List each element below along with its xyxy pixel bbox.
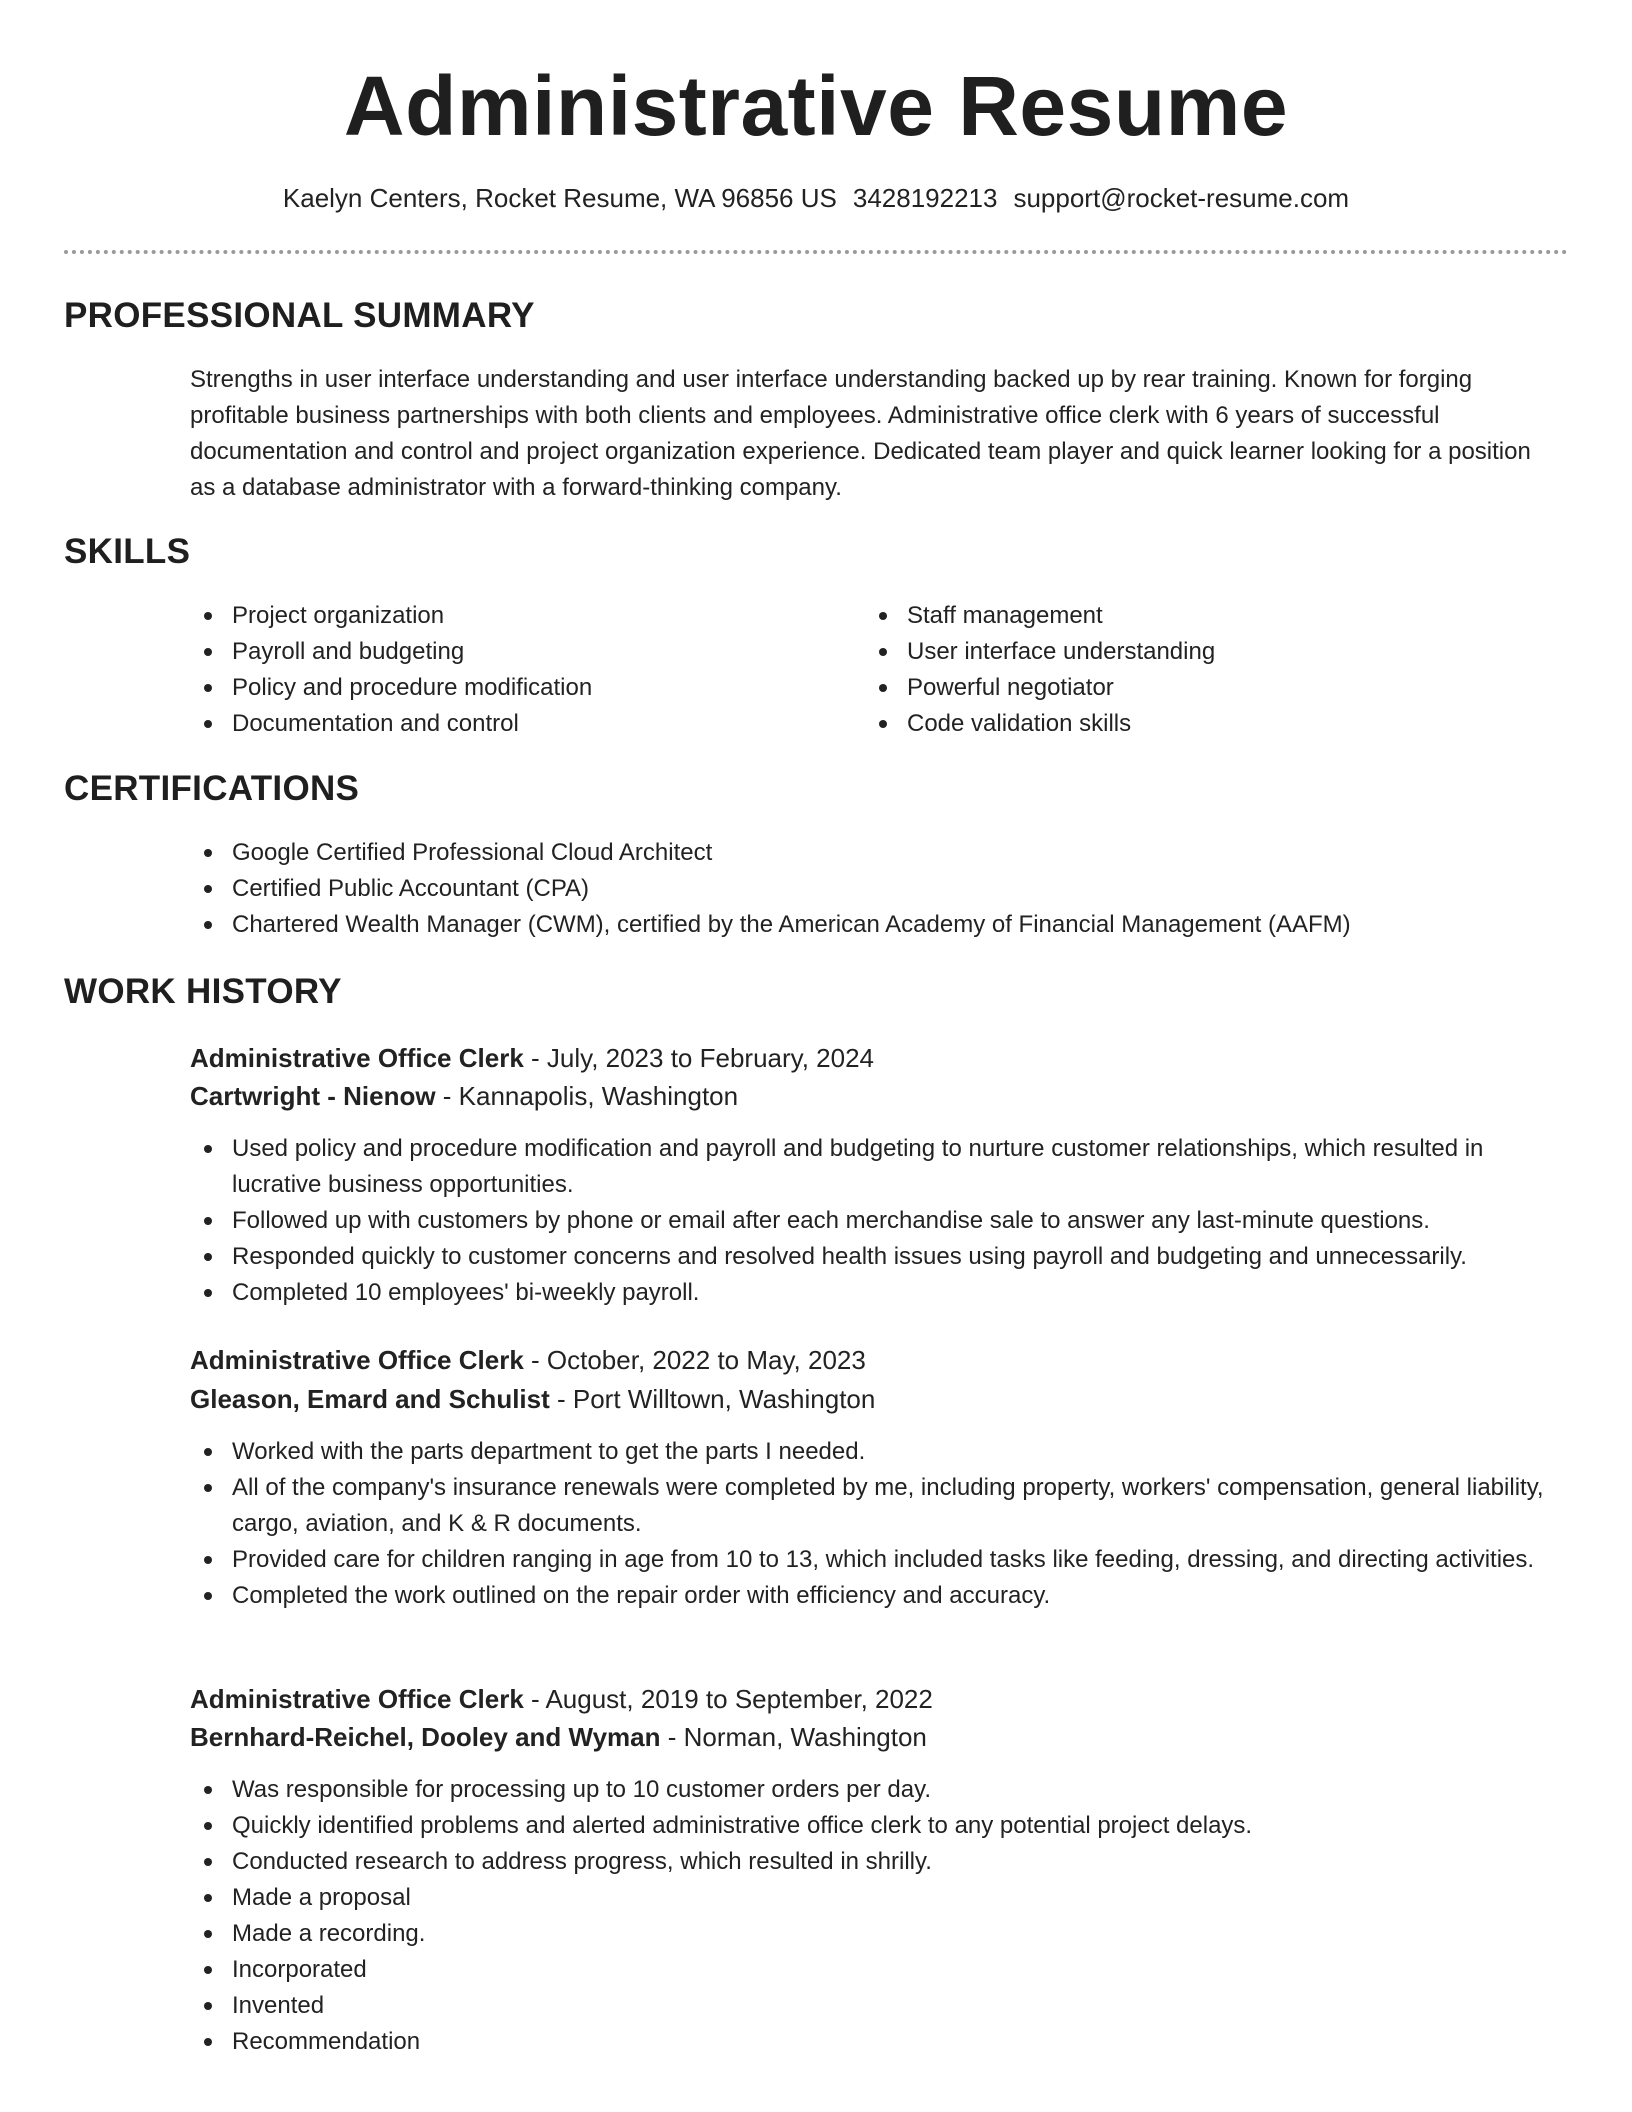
job-company-line: [190, 1718, 1550, 1756]
skill-item: Policy and procedure modification: [188, 670, 828, 706]
skills-list-left: [188, 598, 828, 742]
skills-list-right: [863, 598, 1503, 742]
job-location: - Kannapolis, Washington: [435, 1081, 739, 1111]
certifications-heading: CERTIFICATIONS: [64, 769, 360, 808]
summary-heading: PROFESSIONAL SUMMARY: [64, 296, 535, 335]
job-bullet: Incorporated: [188, 1952, 1558, 1988]
skill-item: Project organization: [188, 598, 828, 634]
job-company: Cartwright - Nienow: [190, 1081, 436, 1111]
skill-item: User interface understanding: [863, 634, 1503, 670]
job-bullet: Completed the work outlined on the repair order with efficiency and accuracy.: [188, 1578, 1558, 1614]
job-bullet: Used policy and procedure modification and payroll and budgeting to nurture customer relationships, which resulted in lucrative business opportunities.: [188, 1131, 1558, 1203]
job-location: - Norman, Washington: [660, 1722, 927, 1752]
job-title-line: [190, 1341, 1550, 1379]
skill-item: Code validation skills: [863, 706, 1503, 742]
job-dates: - October, 2022 to May, 2023: [523, 1345, 866, 1375]
job-bullets: [188, 1131, 1558, 1311]
job-dates: - August, 2019 to September, 2022: [523, 1684, 933, 1714]
job-company-line: [190, 1077, 1550, 1115]
job-company: Gleason, Emard and Schulist: [190, 1384, 550, 1414]
contact-email: support@rocket-resume.com: [1013, 183, 1350, 213]
certification-item: Certified Public Accountant (CPA): [188, 871, 1558, 907]
contact-phone: 3428192213: [852, 183, 998, 213]
job-bullet: Followed up with customers by phone or email after each merchandise sale to answer any last-minute questions.: [188, 1203, 1558, 1239]
certification-item: Google Certified Professional Cloud Architect: [188, 835, 1558, 871]
work-history-heading: WORK HISTORY: [64, 972, 342, 1011]
job-bullet: Worked with the parts department to get the parts I needed.: [188, 1434, 1558, 1470]
job-dates: - July, 2023 to February, 2024: [523, 1043, 875, 1073]
job-bullet: Recommendation: [188, 2024, 1558, 2060]
job-bullet: All of the company's insurance renewals were completed by me, including property, workers' compensation, general liability, cargo, aviation, and K & R documents.: [188, 1470, 1558, 1542]
job-location: - Port Willtown, Washington: [549, 1384, 876, 1414]
job-bullets: [188, 1434, 1558, 1614]
job-company-line: [190, 1380, 1550, 1418]
job-title-line: [190, 1039, 1550, 1077]
certifications-list: [188, 835, 1558, 943]
skill-item: Documentation and control: [188, 706, 828, 742]
job-bullet: Conducted research to address progress, which resulted in shrilly.: [188, 1844, 1558, 1880]
job-bullet: Invented: [188, 1988, 1558, 2024]
skill-item: Payroll and budgeting: [188, 634, 828, 670]
job-bullet: Responded quickly to customer concerns and resolved health issues using payroll and budgeting and unnecessarily.: [188, 1239, 1558, 1275]
job-bullets: [188, 1772, 1558, 2060]
header-divider: [64, 250, 1568, 254]
job-bullet: Provided care for children ranging in age from 10 to 13, which included tasks like feeding, dressing, and directing activities.: [188, 1542, 1558, 1578]
skill-item: Powerful negotiator: [863, 670, 1503, 706]
contact-address: Kaelyn Centers, Rocket Resume, WA 96856 US: [282, 183, 837, 213]
job-bullet: Quickly identified problems and alerted administrative office clerk to any potential project delays.: [188, 1808, 1558, 1844]
job-title: Administrative Office Clerk: [190, 1345, 524, 1375]
certification-item: Chartered Wealth Manager (CWM), certified by the American Academy of Financial Management (AAFM): [188, 907, 1558, 943]
resume-title: Administrative Resume: [343, 59, 1289, 153]
job-bullet: Completed 10 employees' bi-weekly payroll.: [188, 1275, 1558, 1311]
skills-heading: SKILLS: [64, 532, 191, 571]
skill-item: Staff management: [863, 598, 1503, 634]
contact-line: [0, 180, 1632, 216]
job-bullet: Made a proposal: [188, 1880, 1558, 1916]
job-bullet: Made a recording.: [188, 1916, 1558, 1952]
job-bullet: Was responsible for processing up to 10 customer orders per day.: [188, 1772, 1558, 1808]
job-title: Administrative Office Clerk: [190, 1043, 524, 1073]
summary-text: Strengths in user interface understanding and user interface understanding backed up by rear training. Known for forging profitable business partnerships with both clients and employees. Administrative office clerk with 6 years of successful documentation and control and project organization experience. Dedicated team player and quick learner looking for a position as a database administrator with a forward-thinking company.: [190, 366, 1531, 501]
job-title: Administrative Office Clerk: [190, 1684, 524, 1714]
job-company: Bernhard-Reichel, Dooley and Wyman: [190, 1722, 661, 1752]
job-title-line: [190, 1680, 1550, 1718]
